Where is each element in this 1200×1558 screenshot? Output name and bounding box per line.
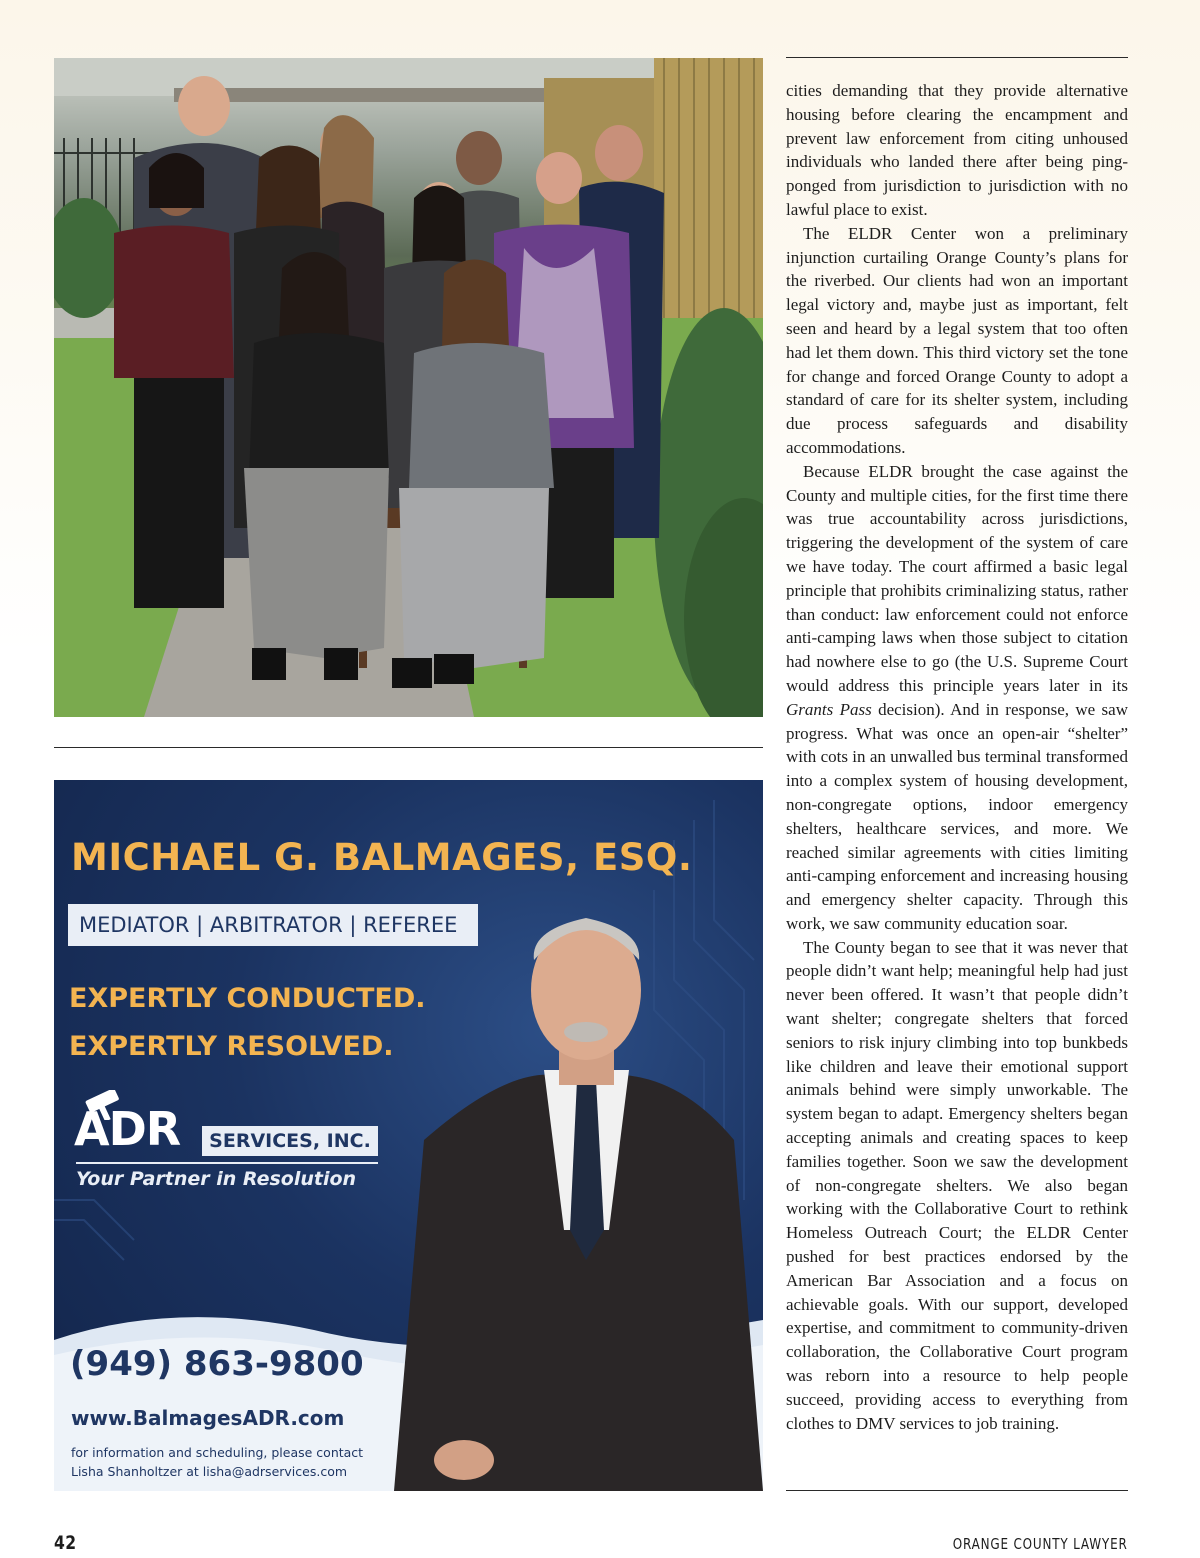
website-link[interactable]: www.BalmagesADR.com bbox=[71, 1406, 345, 1430]
article-column bbox=[786, 79, 1128, 1435]
attorney-portrait bbox=[394, 900, 763, 1491]
contact-info-line-2: Lisha Shanholtzer at lisha@adrservices.com bbox=[71, 1464, 348, 1479]
phone-number[interactable]: (949) 863-9800 bbox=[70, 1344, 364, 1384]
services-inc-label: SERVICES, INC. bbox=[202, 1126, 378, 1156]
team-photo-illustration bbox=[54, 58, 763, 717]
adr-wordmark: ADR bbox=[74, 1102, 181, 1156]
article-paragraph-1: cities demanding that they provide alternative housing before clearing the encampment and prevent law enforcement from citing unhoused individuals who landed there after being ping-ponged from jurisdiction to jurisdiction with no lawful place to exist. bbox=[786, 81, 1128, 219]
case-name: Grants Pass bbox=[786, 699, 872, 719]
attorney-name: MICHAEL G. BALMAGES, ESQ. bbox=[71, 836, 693, 879]
divider-bottom-right bbox=[786, 1490, 1128, 1491]
article-paragraph-4: The County began to see that it was never that people didn’t want help; meaningful help had just never been offered. It wasn’t that people didn’t want shelter; congregate shelters that forced seniors to risk injury climbing into top bunkbeds like children and leave their emotional support animals behind were simply unworkable. The system began to adapt. Emergency shelters began accepting animals and creating spaces to keep families together. Soon we saw the development of non-congregate shelters. We also began working with the Collaborative Court to rethink Homeless Outreach Court; the ELDR Center pushed for best practices endorsed by the American Bar Association and a focus on achievable goals. With our support, developed expertise, and commitment to community-driven collaboration, the Collaborative Court program was reborn into a resource to help people succeed, providing access to everything from clothes to DMV services to job training. bbox=[786, 937, 1128, 1433]
article-paragraph-2: The ELDR Center won a preliminary injunction curtailing Orange County’s plans for the riverbed. Our clients had won an important legal victory and, maybe just as important, felt seen and heard by a legal system that too often had let them down. This third victory set the tone for change and forced Orange County to adopt a standard of care for its shelter system, including due process safeguards and disability accommodations. bbox=[786, 223, 1128, 457]
team-photo bbox=[54, 58, 763, 717]
divider-photo-ad bbox=[54, 747, 763, 748]
publication-title: ORANGE COUNTY LAWYER bbox=[953, 1535, 1128, 1553]
tagline-conducted: EXPERTLY CONDUCTED. bbox=[69, 983, 426, 1014]
divider-top-right bbox=[786, 57, 1128, 58]
article-paragraph-3: Because ELDR brought the case against the County and multiple cities, for the first time there was true accountability across jurisdictions, triggering the development of the system of care we have today. The court affirmed a basic legal principle that prohibits criminalizing status, rather than conduct: law enforcement could not enforce anti-camping laws when those subject to citation had nowhere else to go (the U.S. Supreme Court would address this principle years later in its Grants Pass decision). And in response, we saw progress. What was once an open-air “shelter” with cots in an unwalled bus terminal transformed into a complex system of housing development, non-congregate options, indoor emergency shelters, healthcare services, and more. We reached similar agreements with cities limiting anti-camping enforcement and increasing housing and emergency shelter capacity. Through this work, we saw community education soar. bbox=[786, 461, 1128, 933]
adr-advertisement[interactable] bbox=[54, 780, 763, 1491]
page-number: 42 bbox=[54, 1532, 77, 1554]
logo-underline bbox=[76, 1162, 378, 1164]
contact-info-line-1: for information and scheduling, please contact bbox=[71, 1445, 364, 1460]
roles-banner: MEDIATOR | ARBITRATOR | REFEREE bbox=[68, 904, 478, 946]
tagline-resolved: EXPERTLY RESOLVED. bbox=[69, 1031, 394, 1062]
adr-services-logo[interactable] bbox=[74, 1090, 384, 1195]
logo-slogan: Your Partner in Resolution bbox=[76, 1168, 357, 1190]
